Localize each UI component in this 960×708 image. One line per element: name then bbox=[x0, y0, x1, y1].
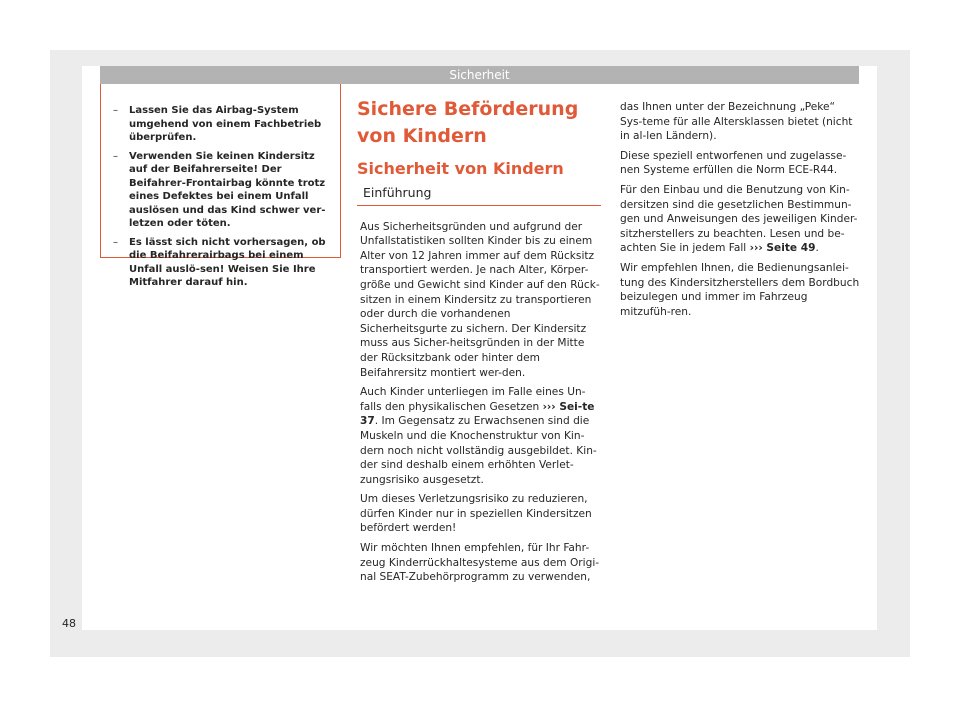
section-subtitle: Sicherheit von Kindern bbox=[357, 159, 564, 178]
paragraph: Aus Sicherheitsgründen und aufgrund der Unfallstatistiken sollten Kinder bis zu einem Alter von 12 Jahren immer auf dem Rücksitz transportiert werden. Je nach Alter, Körper-größe und Gewicht sind Kinder auf den Rück-sitzen in einem Kindersitz zu transportieren oder durch die vorhandenen Sicherheitsgurte zu sichern. Der Kindersitz muss aus Sicher-heitsgründen in der Mitte der Rücksitzbank oder hinter dem Beifahrersitz montiert wer-den. bbox=[360, 220, 600, 379]
right-column bbox=[620, 100, 860, 324]
paragraph: das Ihnen unter der Bezeichnung „Peke“ Sys-teme für alle Altersklassen bietet (nicht in al-len Ländern). bbox=[620, 101, 853, 143]
warning-item: – Es lässt sich nicht vorhersagen, ob die Beifahrerairbags bei einem Unfall auslö-sen! Weisen Sie Ihre Mitfahrer darauf hin. bbox=[113, 236, 326, 288]
page-title: Sichere Beförderung von Kindern bbox=[357, 98, 579, 147]
paragraph: Auch Kinder unterliegen im Falle eines Un-falls den physikalischen Gesetzen ››› Sei-te 37. Im Gegensatz zu Erwachsenen sind die Muskeln und die Knochenstruktur von Kin-dern noch nicht vollständig ausgebildet. Kin-der sind deshalb einem erhöhten Verlet-zungsrisiko ausgesetzt. bbox=[360, 386, 597, 486]
paragraph: Wir empfehlen Ihnen, die Bedienungsanlei-tung des Kindersitzherstellers dem Bordbuch beizulegen und immer im Fahrzeug mitzufüh-ren. bbox=[620, 261, 860, 318]
warning-list bbox=[101, 84, 340, 290]
warning-box bbox=[100, 84, 341, 288]
dash-bullet: – bbox=[113, 105, 118, 116]
section-heading: Einführung bbox=[363, 185, 432, 200]
page-number: 48 bbox=[62, 617, 76, 630]
section-heading-row bbox=[357, 186, 601, 206]
warning-item: – Verwenden Sie keinen Kindersitz auf der Beifahrerseite! Der Beifahrer-Frontairbag könnte trotz eines Defektes bei einem Unfall auslösen und das Kind schwer ver-letzen oder töten. bbox=[113, 150, 326, 229]
paragraph: Für den Einbau und die Benutzung von Kin-dersitzen sind die gesetzlichen Bestimmun-gen und Anweisungen des jeweiligen Kinder-sitzherstellers zu beachten. Lesen und be-achten Sie in jedem Fall ››› Seite 49. bbox=[620, 183, 858, 255]
section-header: Sicherheit bbox=[100, 66, 859, 84]
dash-bullet: – bbox=[113, 236, 118, 248]
warning-item: – Lassen Sie das Airbag-System umgehend von einem Fachbetrieb überprüfen. bbox=[113, 105, 322, 143]
page-reference-link[interactable]: ››› Seite 49 bbox=[749, 242, 816, 255]
paragraph: Um dieses Verletzungsrisiko zu reduzieren, dürfen Kinder nur in speziellen Kindersitzen befördert werden! bbox=[360, 493, 592, 535]
page-reference-link[interactable]: ››› Sei-te 37 bbox=[360, 400, 595, 428]
paragraph: Diese speziell entworfenen und zugelasse-nen Systeme erfüllen die Norm ECE-R44. bbox=[620, 149, 847, 177]
middle-column bbox=[357, 96, 601, 590]
dash-bullet: – bbox=[113, 150, 118, 162]
paragraph: Wir möchten Ihnen empfehlen, für Ihr Fahr-zeug Kinderrückhaltesysteme aus dem Origi-nal SEAT-Zubehörprogramm zu verwenden, bbox=[360, 542, 600, 584]
body-text bbox=[357, 220, 601, 585]
